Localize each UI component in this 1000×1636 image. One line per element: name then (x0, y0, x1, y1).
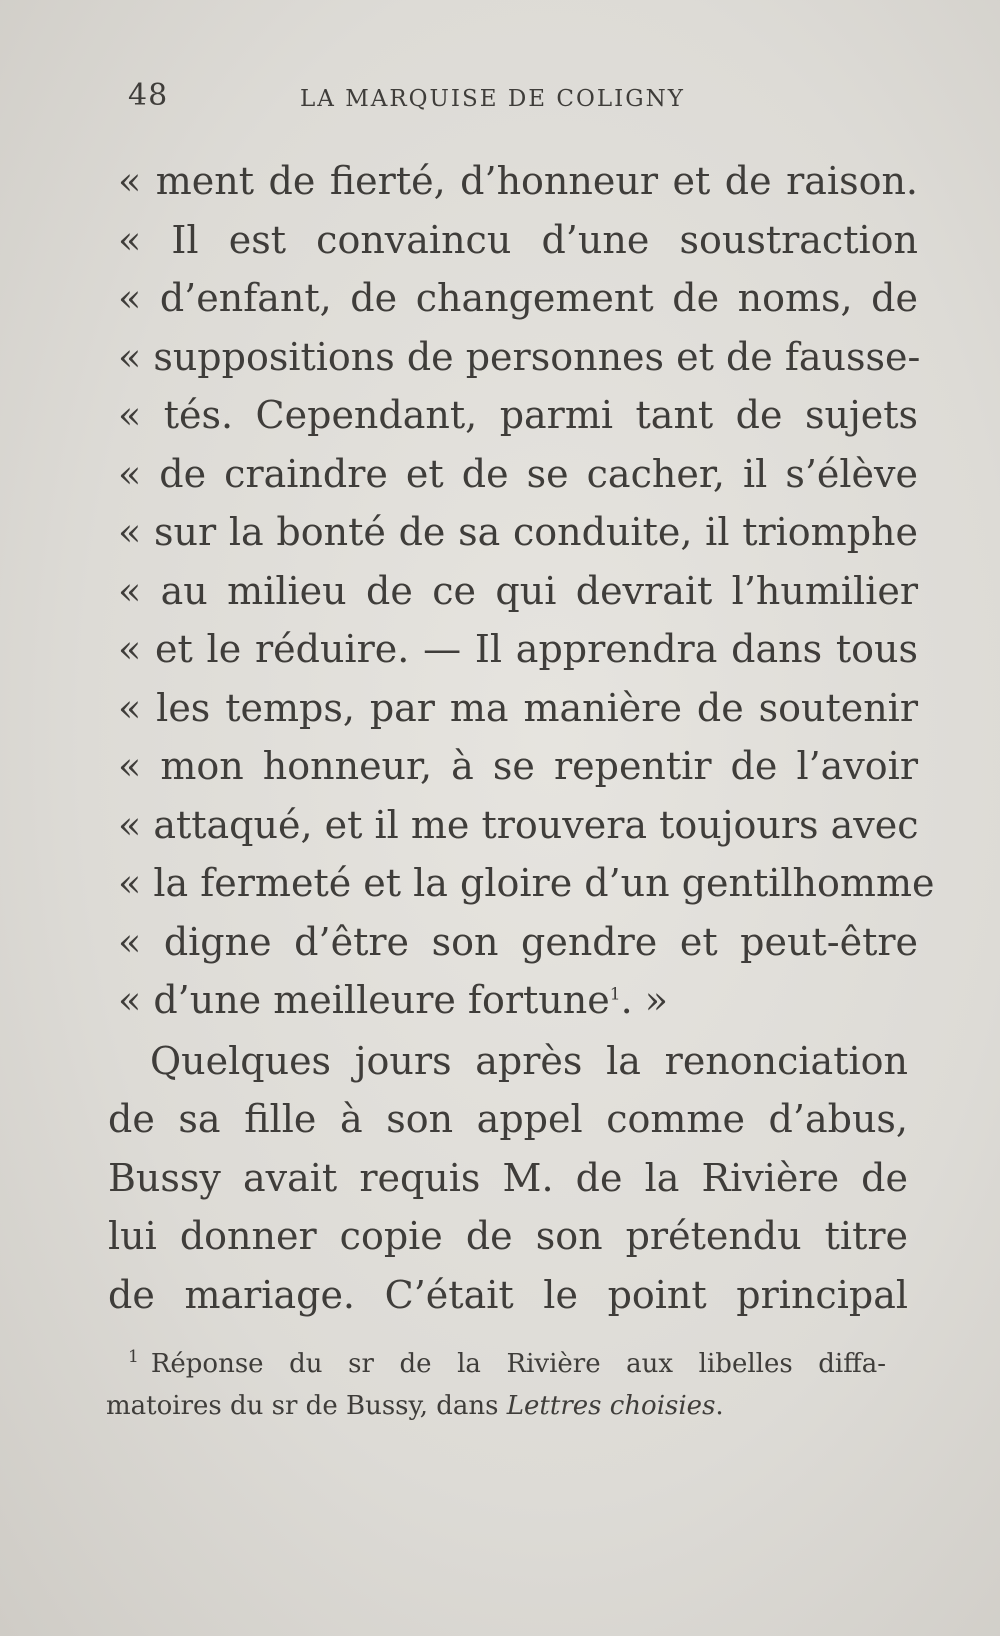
text-line: « la fermeté et la gloire d’un gentilhomme (118, 861, 935, 905)
footnote-line (106, 1385, 826, 1427)
quoted-passage (118, 152, 935, 1030)
page-header (128, 78, 748, 118)
text-line: « digne d’être son gendre et peut-être (118, 919, 918, 964)
text-line: « au milieu de ce qui devrait l’humilier (118, 568, 918, 613)
text-line: de mariage. C’était le point principal (108, 1272, 908, 1317)
text-line: « attaqué, et il me trouvera toujours avec (118, 802, 919, 847)
text-line: « d’enfant, de changement de noms, de (118, 276, 918, 320)
footnotes (106, 1343, 886, 1427)
paragraph (108, 1032, 908, 1324)
text-line: lui donner copie de son prétendu titre (108, 1214, 908, 1259)
footnote-source-title: Lettres choisies (506, 1391, 716, 1421)
footnote-text: Réponse du sr de la Rivière aux libelles diffa- (150, 1349, 886, 1379)
quote-end-text: « d’une meilleure fortune (118, 978, 610, 1022)
footnote-text-end: . (715, 1391, 724, 1421)
text-line: « et le réduire. — Il apprendra dans tous (118, 627, 918, 671)
running-title: LA MARQUISE DE COLIGNY (300, 86, 685, 112)
text-line: « de craindre et de se cacher, il s’élève (118, 451, 918, 496)
text-line: Quelques jours après la renonciation (150, 1039, 908, 1083)
quote-closing: . » (620, 978, 668, 1022)
text-line: « ment de fierté, d’honneur et de raison. (118, 159, 918, 203)
text-line: de sa fille à son appel comme d’abus, (108, 1097, 908, 1142)
text-line: « tés. Cependant, parmi tant de sujets (118, 393, 918, 437)
text-line: « sur la bonté de sa conduite, il triomphe (118, 510, 918, 554)
footnote-line (106, 1343, 886, 1385)
text-line: « Il est convaincu d’une soustraction (118, 217, 918, 262)
footnote-reference: 1 (609, 984, 621, 1005)
text-line: Bussy avait requis M. de la Rivière de (108, 1155, 908, 1200)
text-line: « suppositions de personnes et de fausse- (118, 334, 921, 379)
text-line-last (118, 971, 918, 1030)
text-line: « mon honneur, à se repentir de l’avoir (118, 744, 918, 788)
page-number: 48 (128, 78, 169, 113)
footnote-marker: 1 (128, 1347, 139, 1368)
footnote-text: matoires du sr de Bussy, dans (106, 1391, 507, 1421)
text-line: « les temps, par ma manière de soutenir (118, 685, 918, 730)
